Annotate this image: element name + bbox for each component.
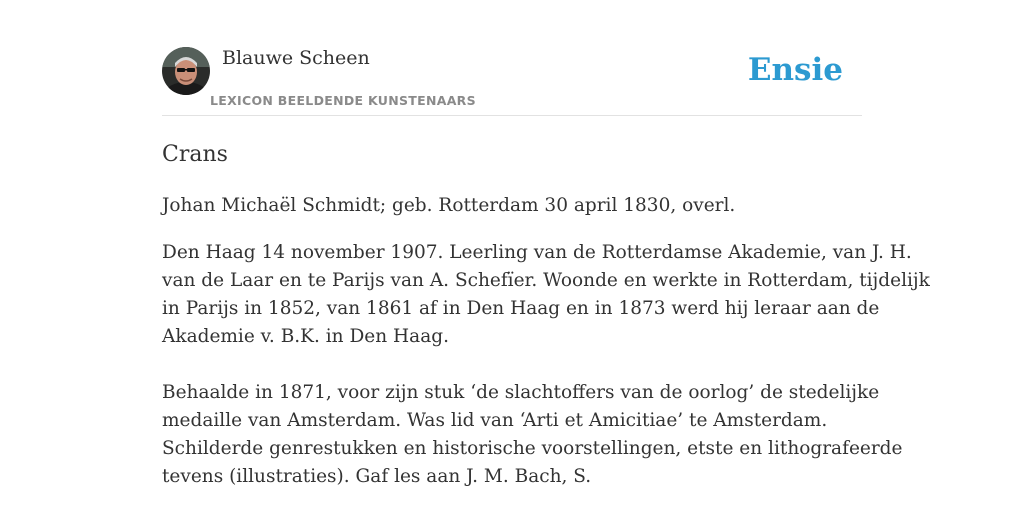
paragraph-line: in Parijs in 1852, van 1861 af in Den Haag en in 1873 werd hij leraar aan de [162, 298, 880, 319]
author-avatar[interactable] [162, 47, 210, 95]
article-paragraph [162, 192, 862, 220]
header-divider [162, 115, 862, 116]
paragraph-line: Schilderde genrestukken en historische voorstellingen, etste en lithografeerde [162, 438, 903, 459]
paragraph-line: Johan Michaël Schmidt; geb. Rotterdam 30 april 1830, overl. [162, 195, 736, 216]
paragraph-line: Den Haag 14 november 1907. Leerling van de Rotterdamse Akademie, van J. H. [162, 242, 912, 263]
article-paragraph [162, 379, 903, 491]
ensie-logo[interactable]: Ensie [747, 52, 843, 88]
paragraph-line: tevens (illustraties). Gaf les aan J. M. Bach, S. [162, 466, 592, 487]
author-avatar-image [162, 47, 210, 95]
article-title: Crans [162, 142, 228, 167]
paragraph-line: medaille van Amsterdam. Was lid van ‘Arti et Amicitiae’ te Amsterdam. [162, 410, 828, 431]
paragraph-line: Akademie v. B.K. in Den Haag. [162, 326, 449, 347]
paragraph-line: Behaalde in 1871, voor zijn stuk ‘de slachtoffers van de oorlog’ de stedelijke [162, 382, 880, 403]
article-paragraph [162, 239, 930, 351]
publication-name[interactable]: LEXICON BEELDENDE KUNSTENAARS [210, 93, 476, 108]
paragraph-line: van de Laar en te Parijs van A. Schefïer. Woonde en werkte in Rotterdam, tijdelijk [162, 270, 930, 291]
author-name[interactable]: Blauwe Scheen [222, 47, 370, 69]
